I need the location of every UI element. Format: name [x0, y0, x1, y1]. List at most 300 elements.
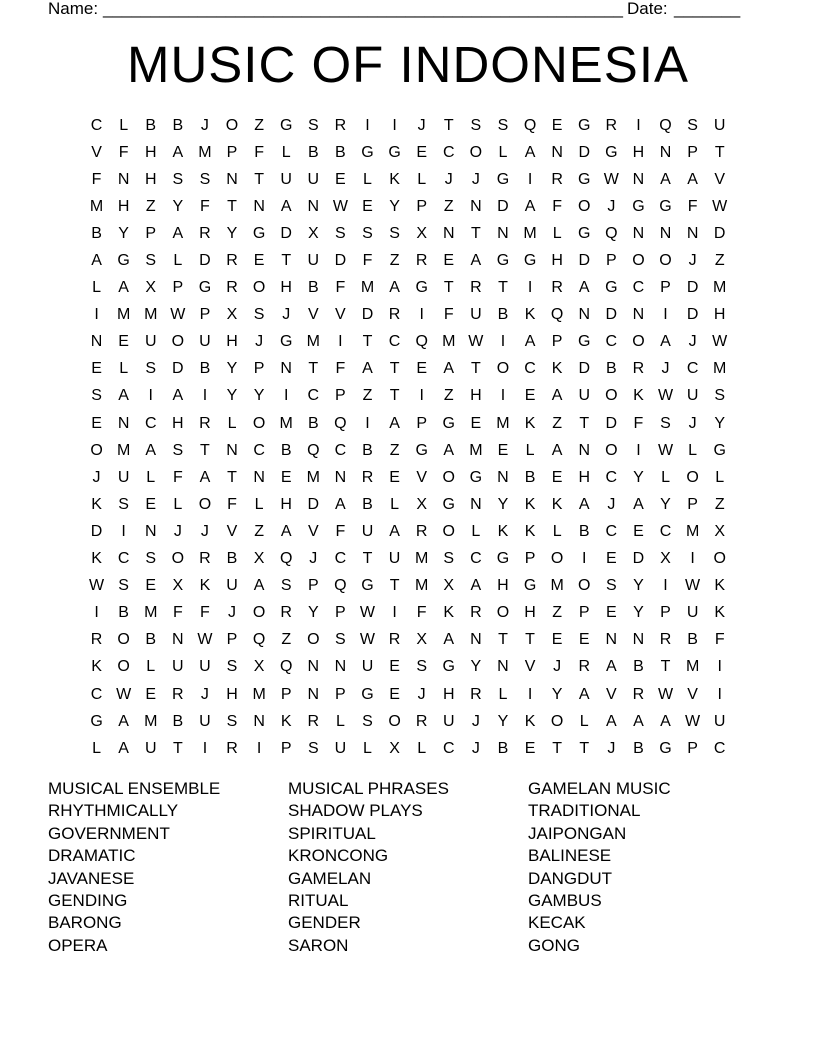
grid-letter[interactable]: V: [226, 522, 238, 540]
grid-letter[interactable]: W: [657, 387, 674, 405]
grid-letter[interactable]: A: [443, 441, 455, 459]
grid-letter[interactable]: I: [365, 116, 370, 134]
grid-letter[interactable]: T: [498, 631, 508, 649]
grid-letter[interactable]: E: [443, 252, 455, 270]
grid-letter[interactable]: L: [525, 441, 535, 459]
grid-letter[interactable]: G: [90, 712, 103, 730]
grid-letter[interactable]: M: [89, 197, 104, 215]
grid-letter[interactable]: H: [470, 387, 482, 405]
grid-letter[interactable]: R: [632, 360, 645, 378]
grid-letter[interactable]: W: [197, 631, 213, 649]
grid-letter[interactable]: R: [226, 739, 238, 757]
grid-letter[interactable]: I: [690, 550, 695, 568]
grid-letter[interactable]: A: [470, 577, 482, 595]
grid-letter[interactable]: E: [118, 333, 129, 351]
grid-letter[interactable]: J: [92, 468, 101, 486]
grid-letter[interactable]: O: [550, 712, 564, 730]
grid-letter[interactable]: G: [279, 333, 293, 351]
grid-letter[interactable]: K: [443, 604, 455, 622]
grid-letter[interactable]: G: [442, 495, 455, 513]
grid-letter[interactable]: M: [685, 522, 700, 540]
grid-letter[interactable]: E: [633, 522, 644, 540]
grid-letter[interactable]: J: [553, 658, 562, 676]
grid-letter[interactable]: N: [90, 333, 103, 351]
grid-letter[interactable]: E: [280, 468, 292, 486]
grid-letter[interactable]: E: [145, 495, 157, 513]
grid-letter[interactable]: J: [471, 739, 480, 757]
grid-letter[interactable]: K: [524, 712, 536, 730]
grid-letter[interactable]: L: [173, 252, 183, 270]
grid-letter[interactable]: O: [198, 495, 212, 513]
grid-letter[interactable]: T: [660, 658, 671, 676]
grid-letter[interactable]: H: [144, 170, 157, 188]
grid-letter[interactable]: M: [442, 333, 456, 351]
grid-letter[interactable]: L: [498, 143, 508, 161]
grid-letter[interactable]: A: [389, 414, 400, 432]
grid-letter[interactable]: E: [497, 441, 509, 459]
grid-letter[interactable]: B: [118, 604, 129, 622]
grid-letter[interactable]: N: [253, 197, 265, 215]
grid-letter[interactable]: G: [442, 658, 455, 676]
grid-letter[interactable]: M: [306, 468, 320, 486]
grid-letter[interactable]: M: [144, 306, 158, 324]
grid-letter[interactable]: S: [714, 387, 726, 405]
grid-letter[interactable]: F: [335, 522, 346, 540]
grid-letter[interactable]: B: [226, 550, 238, 568]
grid-letter[interactable]: T: [172, 739, 183, 757]
grid-letter[interactable]: B: [524, 468, 536, 486]
grid-letter[interactable]: V: [307, 306, 319, 324]
grid-letter[interactable]: G: [496, 170, 510, 188]
grid-letter[interactable]: D: [578, 360, 591, 378]
grid-letter[interactable]: M: [279, 414, 293, 432]
grid-letter[interactable]: I: [94, 306, 99, 324]
grid-letter[interactable]: I: [148, 387, 153, 405]
grid-letter[interactable]: O: [469, 143, 483, 161]
grid-letter[interactable]: Y: [497, 712, 509, 730]
grid-letter[interactable]: K: [280, 712, 292, 730]
grid-letter[interactable]: I: [582, 550, 587, 568]
grid-letter[interactable]: A: [389, 522, 400, 540]
grid-letter[interactable]: E: [551, 631, 563, 649]
grid-letter[interactable]: O: [117, 658, 130, 676]
grid-letter[interactable]: A: [687, 170, 698, 188]
grid-letter[interactable]: S: [605, 577, 617, 595]
grid-letter[interactable]: M: [550, 577, 564, 595]
grid-letter[interactable]: A: [605, 712, 617, 730]
grid-letter[interactable]: I: [717, 658, 722, 676]
grid-letter[interactable]: R: [307, 712, 320, 730]
grid-letter[interactable]: X: [389, 739, 400, 757]
grid-letter[interactable]: Y: [497, 495, 509, 513]
grid-letter[interactable]: Y: [389, 197, 400, 215]
grid-letter[interactable]: A: [172, 224, 184, 242]
grid-letter[interactable]: B: [199, 360, 211, 378]
grid-letter[interactable]: M: [144, 604, 158, 622]
grid-letter[interactable]: B: [307, 279, 319, 297]
grid-letter[interactable]: S: [145, 550, 157, 568]
grid-letter[interactable]: J: [661, 360, 670, 378]
grid-letter[interactable]: L: [417, 739, 427, 757]
grid-letter[interactable]: G: [578, 224, 591, 242]
grid-letter[interactable]: X: [253, 550, 265, 568]
grid-letter[interactable]: B: [307, 414, 319, 432]
grid-letter[interactable]: O: [578, 577, 591, 595]
grid-letter[interactable]: N: [659, 224, 672, 242]
grid-letter[interactable]: L: [661, 468, 670, 486]
grid-letter[interactable]: Q: [605, 224, 618, 242]
grid-letter[interactable]: I: [392, 604, 397, 622]
grid-letter[interactable]: N: [117, 170, 130, 188]
grid-letter[interactable]: O: [252, 279, 266, 297]
grid-letter[interactable]: R: [199, 414, 211, 432]
grid-letter[interactable]: I: [419, 387, 424, 405]
grid-letter[interactable]: N: [470, 197, 482, 215]
grid-letter[interactable]: S: [118, 495, 129, 513]
grid-letter[interactable]: L: [227, 414, 237, 432]
grid-letter[interactable]: A: [551, 387, 563, 405]
grid-letter[interactable]: C: [605, 468, 618, 486]
grid-letter[interactable]: L: [281, 143, 291, 161]
grid-letter[interactable]: C: [524, 360, 536, 378]
grid-letter[interactable]: G: [523, 252, 537, 270]
grid-letter[interactable]: E: [551, 468, 563, 486]
grid-letter[interactable]: A: [605, 658, 617, 676]
grid-letter[interactable]: B: [335, 143, 346, 161]
grid-letter[interactable]: N: [280, 360, 292, 378]
grid-letter[interactable]: J: [255, 333, 264, 351]
grid-letter[interactable]: N: [307, 197, 320, 215]
grid-letter[interactable]: A: [470, 252, 482, 270]
grid-letter[interactable]: Y: [633, 604, 644, 622]
grid-letter[interactable]: L: [146, 658, 156, 676]
grid-letter[interactable]: V: [307, 522, 319, 540]
grid-letter[interactable]: O: [442, 522, 455, 540]
grid-letter[interactable]: D: [172, 360, 184, 378]
grid-letter[interactable]: T: [443, 279, 454, 297]
grid-letter[interactable]: R: [470, 279, 482, 297]
grid-letter[interactable]: K: [633, 387, 644, 405]
grid-letter[interactable]: J: [471, 712, 480, 730]
grid-letter[interactable]: R: [226, 252, 238, 270]
grid-letter[interactable]: Z: [362, 387, 373, 405]
grid-letter[interactable]: N: [551, 143, 563, 161]
grid-letter[interactable]: Z: [714, 252, 725, 270]
grid-letter[interactable]: E: [389, 658, 400, 676]
grid-letter[interactable]: B: [91, 224, 102, 242]
grid-letter[interactable]: I: [663, 306, 668, 324]
grid-letter[interactable]: Y: [660, 495, 671, 513]
grid-letter[interactable]: G: [415, 441, 428, 459]
grid-letter[interactable]: X: [226, 306, 238, 324]
grid-letter[interactable]: J: [309, 550, 318, 568]
grid-letter[interactable]: W: [88, 577, 105, 595]
grid-letter[interactable]: H: [280, 495, 292, 513]
grid-letter[interactable]: T: [254, 170, 264, 188]
grid-letter[interactable]: D: [199, 252, 211, 270]
grid-letter[interactable]: A: [172, 387, 184, 405]
grid-letter[interactable]: Y: [307, 604, 319, 622]
grid-letter[interactable]: S: [91, 387, 102, 405]
grid-letter[interactable]: P: [605, 252, 617, 270]
grid-letter[interactable]: M: [713, 279, 727, 297]
grid-letter[interactable]: R: [361, 468, 374, 486]
grid-letter[interactable]: N: [578, 441, 591, 459]
grid-letter[interactable]: N: [117, 414, 130, 432]
grid-letter[interactable]: M: [360, 279, 375, 297]
grid-letter[interactable]: M: [198, 143, 212, 161]
grid-letter[interactable]: W: [603, 170, 619, 188]
grid-letter[interactable]: T: [470, 224, 481, 242]
grid-letter[interactable]: L: [552, 522, 562, 540]
grid-letter[interactable]: I: [663, 577, 668, 595]
grid-letter[interactable]: A: [118, 712, 129, 730]
grid-letter[interactable]: T: [525, 631, 535, 649]
grid-letter[interactable]: O: [605, 441, 618, 459]
grid-letter[interactable]: H: [578, 468, 591, 486]
grid-letter[interactable]: O: [252, 414, 266, 432]
grid-letter[interactable]: F: [714, 631, 725, 649]
grid-letter[interactable]: H: [497, 577, 509, 595]
grid-letter[interactable]: T: [389, 360, 400, 378]
grid-letter[interactable]: Q: [307, 441, 320, 459]
grid-letter[interactable]: T: [227, 468, 237, 486]
grid-letter[interactable]: N: [226, 170, 238, 188]
grid-letter[interactable]: W: [712, 197, 728, 215]
grid-letter[interactable]: G: [605, 279, 618, 297]
grid-letter[interactable]: E: [605, 550, 617, 568]
grid-letter[interactable]: Y: [470, 658, 482, 676]
grid-letter[interactable]: X: [416, 224, 427, 242]
grid-letter[interactable]: S: [307, 116, 319, 134]
grid-letter[interactable]: C: [334, 441, 347, 459]
grid-letter[interactable]: A: [253, 577, 265, 595]
grid-letter[interactable]: O: [117, 631, 130, 649]
grid-letter[interactable]: T: [714, 143, 725, 161]
grid-letter[interactable]: O: [578, 197, 591, 215]
grid-letter[interactable]: A: [660, 712, 671, 730]
grid-letter[interactable]: G: [117, 252, 130, 270]
grid-letter[interactable]: L: [471, 522, 481, 540]
grid-letter[interactable]: Y: [253, 387, 265, 405]
grid-letter[interactable]: B: [605, 360, 617, 378]
grid-letter[interactable]: K: [524, 414, 536, 432]
grid-letter[interactable]: W: [685, 577, 701, 595]
grid-letter[interactable]: F: [362, 252, 373, 270]
grid-letter[interactable]: C: [253, 441, 265, 459]
grid-letter[interactable]: G: [578, 170, 591, 188]
grid-letter[interactable]: E: [389, 685, 400, 703]
grid-letter[interactable]: V: [524, 658, 536, 676]
grid-letter[interactable]: A: [633, 712, 644, 730]
grid-letter[interactable]: J: [417, 116, 426, 134]
grid-letter[interactable]: R: [470, 604, 482, 622]
grid-letter[interactable]: Q: [334, 577, 347, 595]
grid-letter[interactable]: A: [199, 468, 211, 486]
grid-letter[interactable]: K: [91, 495, 102, 513]
grid-letter[interactable]: B: [362, 441, 373, 459]
grid-letter[interactable]: L: [390, 495, 400, 513]
grid-letter[interactable]: I: [202, 739, 208, 757]
grid-letter[interactable]: I: [338, 333, 343, 351]
grid-letter[interactable]: A: [578, 495, 590, 513]
grid-letter[interactable]: H: [524, 604, 536, 622]
grid-letter[interactable]: H: [172, 414, 184, 432]
grid-letter[interactable]: A: [524, 197, 536, 215]
grid-letter[interactable]: L: [579, 712, 589, 730]
grid-letter[interactable]: M: [469, 441, 483, 459]
grid-letter[interactable]: E: [91, 414, 102, 432]
grid-letter[interactable]: C: [686, 360, 699, 378]
grid-letter[interactable]: B: [497, 739, 509, 757]
grid-letter[interactable]: Z: [443, 387, 454, 405]
grid-letter[interactable]: G: [252, 224, 266, 242]
grid-letter[interactable]: W: [712, 333, 728, 351]
grid-letter[interactable]: B: [172, 712, 184, 730]
grid-letter[interactable]: I: [419, 306, 424, 324]
grid-letter[interactable]: J: [417, 685, 426, 703]
grid-letter[interactable]: F: [118, 143, 129, 161]
grid-letter[interactable]: Z: [552, 604, 563, 622]
grid-letter[interactable]: O: [171, 333, 185, 351]
grid-letter[interactable]: W: [657, 685, 674, 703]
grid-letter[interactable]: J: [282, 306, 291, 324]
grid-letter[interactable]: K: [524, 522, 536, 540]
grid-letter[interactable]: D: [90, 522, 103, 540]
grid-letter[interactable]: I: [283, 387, 289, 405]
grid-letter[interactable]: X: [145, 279, 157, 297]
grid-letter[interactable]: P: [416, 197, 427, 215]
grid-letter[interactable]: T: [443, 116, 454, 134]
grid-letter[interactable]: R: [551, 279, 563, 297]
grid-letter[interactable]: G: [496, 252, 510, 270]
grid-letter[interactable]: C: [144, 414, 157, 432]
grid-letter[interactable]: J: [173, 522, 182, 540]
grid-letter[interactable]: W: [170, 306, 186, 324]
grid-letter[interactable]: W: [359, 631, 376, 649]
grid-letter[interactable]: D: [578, 252, 591, 270]
grid-letter[interactable]: F: [200, 604, 210, 622]
grid-letter[interactable]: S: [145, 360, 157, 378]
grid-letter[interactable]: U: [280, 170, 292, 188]
grid-letter[interactable]: I: [94, 604, 99, 622]
grid-letter[interactable]: F: [172, 604, 183, 622]
grid-letter[interactable]: U: [117, 468, 130, 486]
grid-letter[interactable]: F: [200, 197, 210, 215]
grid-letter[interactable]: E: [605, 604, 617, 622]
grid-letter[interactable]: J: [607, 739, 616, 757]
grid-letter[interactable]: A: [145, 441, 157, 459]
grid-letter[interactable]: H: [226, 333, 238, 351]
grid-letter[interactable]: Q: [334, 414, 347, 432]
grid-letter[interactable]: O: [388, 712, 401, 730]
grid-letter[interactable]: C: [442, 739, 455, 757]
grid-letter[interactable]: K: [497, 522, 509, 540]
grid-letter[interactable]: U: [470, 306, 482, 324]
grid-letter[interactable]: B: [145, 631, 157, 649]
grid-letter[interactable]: N: [632, 224, 645, 242]
grid-letter[interactable]: W: [116, 685, 132, 703]
grid-letter[interactable]: G: [198, 279, 212, 297]
grid-letter[interactable]: A: [118, 279, 129, 297]
grid-letter[interactable]: O: [632, 252, 645, 270]
grid-letter[interactable]: A: [524, 333, 536, 351]
grid-letter[interactable]: H: [551, 252, 563, 270]
grid-letter[interactable]: I: [717, 685, 722, 703]
grid-letter[interactable]: Z: [254, 116, 264, 134]
grid-letter[interactable]: V: [687, 685, 698, 703]
grid-letter[interactable]: J: [200, 685, 209, 703]
grid-letter[interactable]: T: [470, 360, 481, 378]
grid-letter[interactable]: G: [578, 333, 591, 351]
grid-letter[interactable]: N: [253, 468, 265, 486]
grid-letter[interactable]: R: [578, 658, 591, 676]
grid-letter[interactable]: R: [334, 116, 347, 134]
grid-letter[interactable]: L: [92, 739, 101, 757]
grid-letter[interactable]: M: [496, 414, 510, 432]
grid-letter[interactable]: Y: [226, 387, 238, 405]
grid-letter[interactable]: E: [416, 360, 427, 378]
grid-letter[interactable]: M: [144, 712, 158, 730]
grid-letter[interactable]: P: [280, 685, 292, 703]
grid-letter[interactable]: S: [687, 116, 698, 134]
grid-letter[interactable]: K: [551, 360, 563, 378]
grid-letter[interactable]: O: [686, 468, 699, 486]
grid-letter[interactable]: G: [659, 739, 672, 757]
grid-letter[interactable]: G: [469, 468, 483, 486]
grid-letter[interactable]: R: [388, 631, 401, 649]
grid-letter[interactable]: S: [362, 224, 373, 242]
grid-letter[interactable]: S: [280, 577, 292, 595]
grid-letter[interactable]: N: [632, 170, 645, 188]
grid-letter[interactable]: T: [281, 252, 292, 270]
grid-letter[interactable]: S: [307, 739, 319, 757]
grid-letter[interactable]: T: [552, 739, 563, 757]
grid-letter[interactable]: C: [632, 279, 645, 297]
grid-letter[interactable]: S: [172, 441, 184, 459]
grid-letter[interactable]: F: [335, 279, 346, 297]
grid-letter[interactable]: G: [361, 577, 374, 595]
grid-letter[interactable]: Q: [415, 333, 428, 351]
grid-letter[interactable]: P: [280, 739, 292, 757]
grid-letter[interactable]: N: [307, 658, 320, 676]
grid-letter[interactable]: A: [118, 739, 129, 757]
grid-letter[interactable]: T: [362, 333, 373, 351]
grid-letter[interactable]: J: [228, 604, 237, 622]
grid-letter[interactable]: R: [280, 604, 292, 622]
grid-letter[interactable]: Z: [254, 522, 264, 540]
grid-letter[interactable]: M: [252, 685, 266, 703]
grid-letter[interactable]: R: [415, 522, 428, 540]
grid-letter[interactable]: L: [146, 468, 156, 486]
grid-letter[interactable]: T: [308, 360, 319, 378]
grid-letter[interactable]: I: [392, 116, 397, 134]
grid-letter[interactable]: P: [524, 550, 536, 568]
grid-letter[interactable]: E: [145, 685, 157, 703]
grid-letter[interactable]: L: [254, 495, 264, 513]
grid-letter[interactable]: Q: [550, 306, 564, 324]
grid-letter[interactable]: X: [443, 577, 455, 595]
grid-letter[interactable]: K: [524, 495, 536, 513]
grid-letter[interactable]: C: [442, 143, 455, 161]
grid-letter[interactable]: L: [363, 739, 372, 757]
grid-letter[interactable]: P: [551, 333, 563, 351]
grid-letter[interactable]: R: [470, 685, 482, 703]
grid-letter[interactable]: B: [145, 116, 157, 134]
grid-letter[interactable]: N: [470, 631, 482, 649]
grid-letter[interactable]: S: [389, 224, 400, 242]
grid-letter[interactable]: I: [636, 116, 641, 134]
